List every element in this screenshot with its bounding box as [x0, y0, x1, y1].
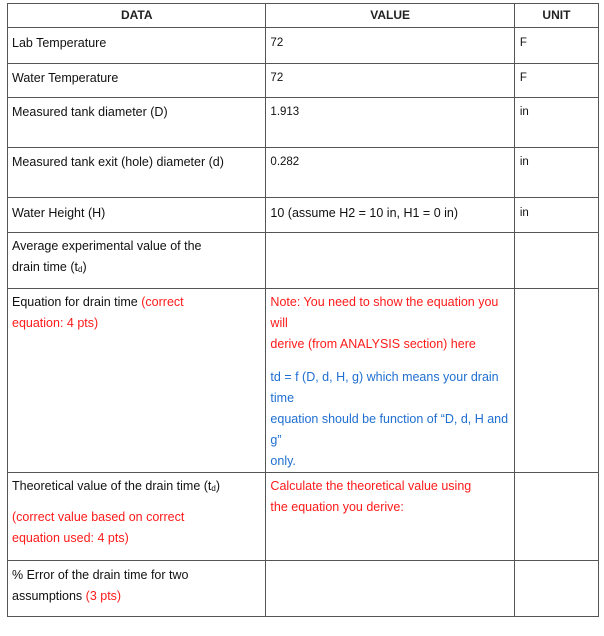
header-data: DATA — [8, 4, 266, 28]
table-row — [8, 28, 599, 64]
table-row — [8, 473, 599, 561]
cell-label: Water Temperature — [8, 64, 266, 98]
cell-unit[interactable] — [514, 561, 598, 617]
cell-unit: in — [514, 148, 598, 198]
cell-unit: F — [514, 28, 598, 64]
table-row — [8, 561, 599, 617]
cell-value[interactable]: Calculate the theoretical value using the equation you derive: — [266, 473, 514, 561]
cell-unit[interactable] — [514, 473, 598, 561]
cell-value[interactable] — [266, 233, 514, 289]
table-row — [8, 98, 599, 148]
cell-unit: in — [514, 98, 598, 148]
cell-unit[interactable] — [514, 233, 598, 289]
header-value: VALUE — [266, 4, 514, 28]
cell-label: % Error of the drain time for two assumptions (3 pts) — [8, 561, 266, 617]
table-row — [8, 64, 599, 98]
cell-unit: in — [514, 198, 598, 233]
cell-value[interactable]: 10 (assume H2 = 10 in, H1 = 0 in) — [266, 198, 514, 233]
cell-label: Equation for drain time (correct equation: 4 pts) — [8, 289, 266, 473]
cell-label: Theoretical value of the drain time $(t_d)$ (correct value based on correct equation used: 4 pts) — [8, 473, 266, 561]
data-table — [7, 3, 599, 617]
table-row — [8, 289, 599, 473]
cell-label: Measured tank diameter (D) — [8, 98, 266, 148]
cell-value[interactable] — [266, 561, 514, 617]
header-unit: UNIT — [514, 4, 598, 28]
table-row — [8, 148, 599, 198]
cell-label: Average experimental value of the drain time $(t_d)$ — [8, 233, 266, 289]
table-row — [8, 198, 599, 233]
cell-unit: F — [514, 64, 598, 98]
cell-value[interactable]: 72 — [266, 28, 514, 64]
cell-value[interactable]: 0.282 — [266, 148, 514, 198]
cell-label: Water Height (H) — [8, 198, 266, 233]
cell-value[interactable]: Note: You need to show the equation you will derive (from ANALYSIS section) here td = f (D, d, H, g) which means your drain time equation should be function of “D, d, H and g” only. — [266, 289, 514, 473]
cell-label: Lab Temperature — [8, 28, 266, 64]
cell-label: Measured tank exit (hole) diameter (d) — [8, 148, 266, 198]
cell-value[interactable]: 1.913 — [266, 98, 514, 148]
header-row — [8, 4, 599, 28]
cell-unit[interactable] — [514, 289, 598, 473]
cell-value[interactable]: 72 — [266, 64, 514, 98]
table-row — [8, 233, 599, 289]
